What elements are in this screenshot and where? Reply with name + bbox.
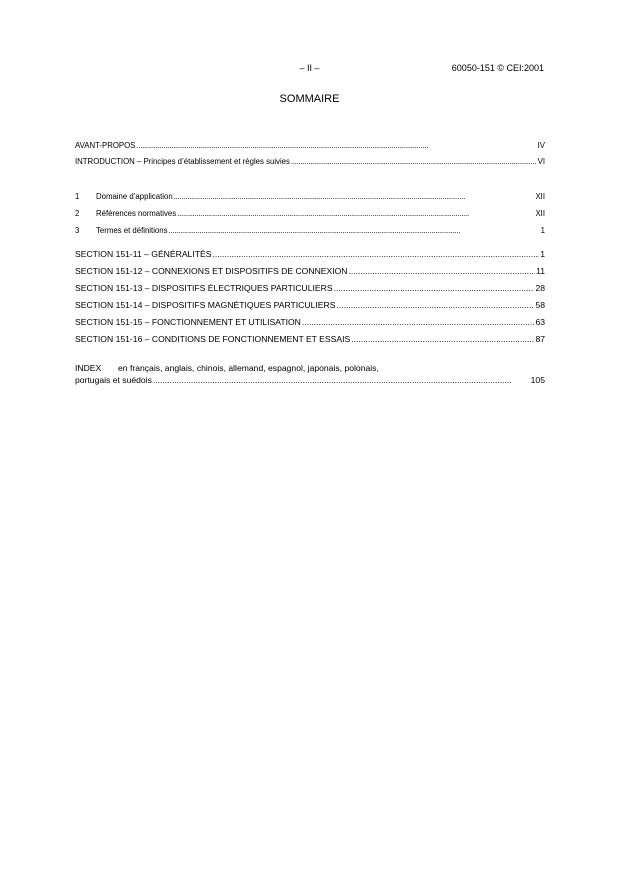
- toc-entry-page: XII: [535, 192, 545, 201]
- toc-entry-number: 1: [75, 192, 80, 201]
- dot-leader: [302, 317, 535, 328]
- toc-entry-introduction[interactable]: [75, 156, 545, 167]
- toc-entry-page: 105: [530, 375, 545, 385]
- toc-entry-section-151-15[interactable]: [75, 317, 545, 328]
- index-description-line2: portugais et suédois: [75, 375, 152, 385]
- toc-entry-section-151-16[interactable]: [75, 334, 545, 345]
- toc-entry-page: IV: [537, 141, 545, 150]
- toc-entry-clause-1[interactable]: [75, 191, 545, 202]
- dot-leader: [212, 249, 539, 260]
- dot-leader: [174, 191, 535, 202]
- toc-entry-page: 87: [535, 334, 545, 344]
- dot-leader: [177, 208, 534, 219]
- toc-entry-label: SECTION 151-11 – GÉNÉRALITÉS: [75, 249, 212, 259]
- toc-entry-index[interactable]: [75, 363, 545, 387]
- toc-entry-label: SECTION 151-12 – CONNEXIONS ET DISPOSITIFS DE CONNEXION: [75, 266, 348, 276]
- toc-entry-section-151-14[interactable]: [75, 300, 545, 311]
- toc-entry-section-151-11[interactable]: [75, 249, 545, 260]
- toc-entry-label: SECTION 151-15 – FONCTIONNEMENT ET UTILISATION: [75, 317, 301, 327]
- toc-entry-section-151-13[interactable]: [75, 283, 545, 294]
- toc-entry-page: 28: [535, 283, 545, 293]
- dot-leader: [349, 266, 536, 277]
- toc-entry-page: 58: [535, 300, 545, 310]
- toc-entry-label: SECTION 151-13 – DISPOSITIFS ÉLECTRIQUES PARTICULIERS: [75, 283, 333, 293]
- dot-leader: [136, 140, 536, 151]
- toc-entry-page: 11: [536, 266, 545, 276]
- toc-entry-page: XII: [535, 209, 545, 218]
- toc-entry-section-151-12[interactable]: [75, 266, 545, 277]
- toc-entry-label: Domaine d’application: [96, 192, 173, 201]
- toc-entry-label: Références normatives: [96, 209, 177, 218]
- toc-entry-avant-propos[interactable]: [75, 140, 545, 151]
- dot-leader: [351, 334, 534, 345]
- toc-entry-page: VI: [537, 157, 545, 166]
- toc-entry-label: SECTION 151-14 – DISPOSITIFS MAGNÉTIQUES PARTICULIERS: [75, 300, 336, 310]
- toc-entry-clause-2[interactable]: [75, 208, 545, 219]
- dot-leader: [153, 375, 530, 386]
- toc-entry-page: 1: [540, 226, 545, 235]
- toc-entry-clause-3[interactable]: [75, 225, 545, 236]
- toc-entry-label: SECTION 151-16 – CONDITIONS DE FONCTIONNEMENT ET ESSAIS: [75, 334, 351, 344]
- toc-entry-label: Termes et définitions: [96, 226, 168, 235]
- index-description-line1: en français, anglais, chinois, allemand, espagnol, japonais, polonais,: [118, 363, 379, 373]
- toc-entry-page: 63: [535, 317, 545, 327]
- toc-entry-label: INTRODUCTION – Principes d’établissement et règles suivies: [75, 157, 290, 166]
- toc-entry-label: AVANT-PROPOS: [75, 141, 136, 150]
- page-number: – II –: [299, 63, 320, 73]
- page-title: SOMMAIRE: [279, 93, 340, 105]
- toc-entry-number: 2: [75, 209, 80, 218]
- dot-leader: [336, 300, 534, 311]
- dot-leader: [334, 283, 535, 294]
- document-reference: 60050-151 © CEI:2001: [451, 63, 544, 73]
- toc-entry-number: 3: [75, 226, 80, 235]
- index-heading: INDEX: [75, 363, 102, 373]
- dot-leader: [291, 156, 537, 167]
- toc-entry-page: 1: [540, 249, 545, 259]
- dot-leader: [169, 225, 540, 236]
